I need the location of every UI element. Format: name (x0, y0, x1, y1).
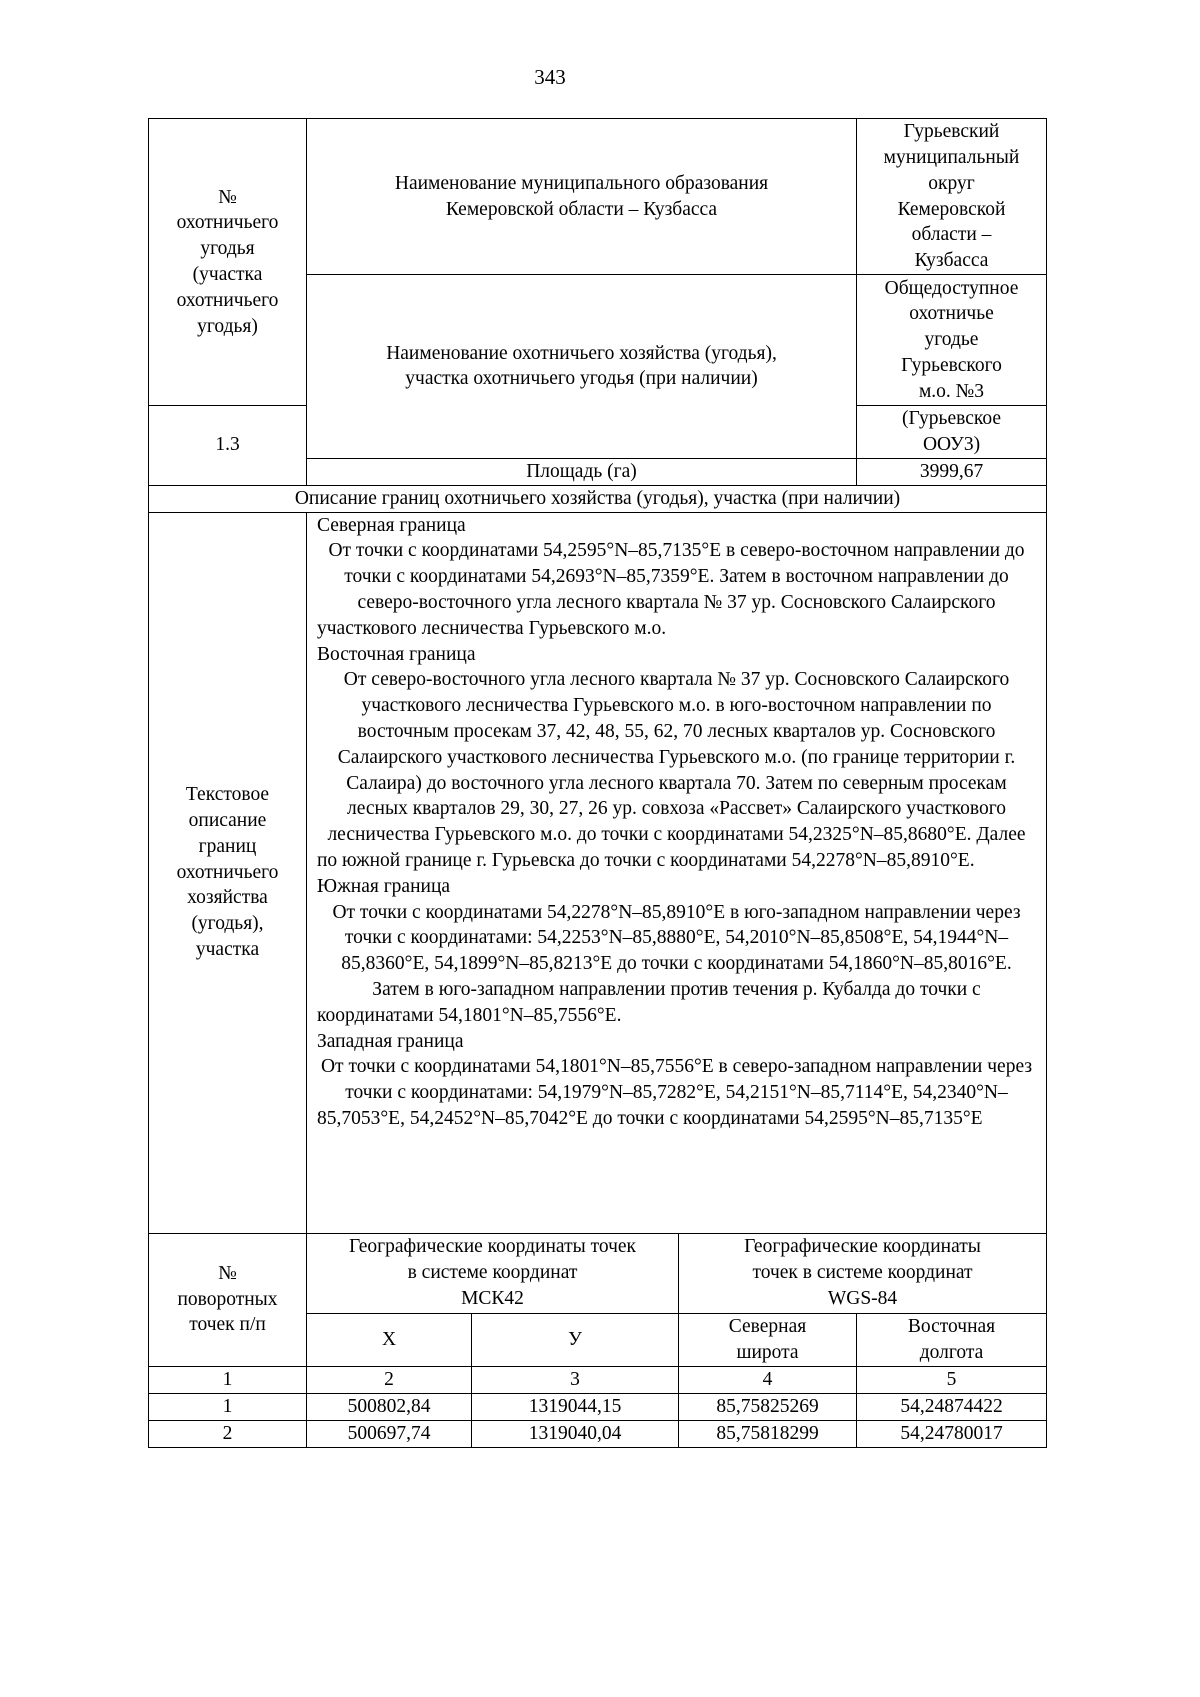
west-border-text: От точки с координатами 54,1801°N–85,7556°E в северо-западном направлении через точки с координатами: 54,1979°N–85,7282°E, 54,2151°N–85,7114°E, 54,2340°N–85,7053°E, 54,2452°N–85,7042°E до точки с координатами 54,2595°N–85,7135°E (317, 1056, 1033, 1129)
turning-points-label-cell (149, 1233, 307, 1366)
text-line: точек в системе координат (752, 1262, 973, 1284)
south-border-title: Южная граница (317, 875, 451, 897)
point-number: 1 (149, 1393, 307, 1420)
text-line: границ (198, 835, 257, 857)
area-value: 3999,67 (919, 460, 984, 482)
municipality-label (313, 171, 850, 223)
text-line: (угодья), (191, 913, 264, 935)
hunting-ground-number-label-cell (149, 119, 307, 406)
text-line: угодье (924, 329, 979, 351)
text-line: точек п/п (189, 1314, 266, 1336)
hunting-farm-label (313, 341, 850, 393)
text-line: Географические координаты точек (348, 1236, 637, 1258)
msk42-label (313, 1234, 672, 1311)
wgs84-label (685, 1234, 1040, 1311)
east-border-title: Восточная граница (317, 643, 476, 665)
text-description-label (155, 782, 300, 963)
text-line: участка охотничьего угодья (при наличии) (405, 368, 758, 390)
text-description-label-cell (149, 512, 307, 1233)
text-line: № (218, 1262, 237, 1284)
text-line: Гурьевский (903, 121, 1000, 143)
point-number: 2 (149, 1420, 307, 1447)
column-number: 5 (857, 1366, 1047, 1393)
municipality-label-cell (307, 119, 857, 275)
text-line: м.о. №3 (918, 380, 985, 402)
wgs84-label-cell (679, 1233, 1047, 1313)
text-line: охотничье (909, 303, 994, 325)
text-line: в системе координат (407, 1262, 578, 1284)
hunting-farm-value-cont (863, 406, 1040, 458)
y-header: У (568, 1328, 582, 1350)
y-value: 1319040,04 (472, 1420, 679, 1447)
x-header-cell (307, 1313, 472, 1366)
municipality-value (863, 119, 1040, 274)
latitude-value: 85,75818299 (679, 1420, 857, 1447)
text-line: широта (736, 1341, 799, 1363)
text-line: WGS-84 (827, 1287, 898, 1309)
msk42-label-cell (307, 1233, 679, 1313)
x-value: 500697,74 (307, 1420, 472, 1447)
latitude-value: 85,75825269 (679, 1393, 857, 1420)
text-line: участка (195, 939, 260, 961)
borders-description-cell (307, 512, 1047, 1233)
area-value-cell (857, 458, 1047, 485)
text-line: охотничьего (176, 289, 279, 311)
longitude-value: 54,24780017 (857, 1420, 1047, 1447)
hunting-ground-table (148, 118, 1047, 1448)
latitude-header-cell (679, 1313, 857, 1366)
page-number: 343 (534, 65, 566, 89)
column-number: 2 (307, 1366, 472, 1393)
text-line: муниципальный (883, 146, 1020, 168)
text-line: Кемеровской (897, 198, 1006, 220)
text-line: хозяйства (187, 887, 268, 909)
hunting-farm-value (863, 276, 1040, 405)
west-border-title: Западная граница (317, 1030, 464, 1052)
hunting-farm-value-cell (857, 275, 1047, 406)
north-border-title: Северная граница (317, 514, 466, 536)
municipality-value-cell (857, 119, 1047, 275)
text-line: Наименование охотничьего хозяйства (угодья), (386, 342, 777, 364)
table-row (149, 1393, 1047, 1420)
text-line: округ (928, 172, 975, 194)
text-line: Географические координаты (744, 1236, 981, 1258)
hunting-farm-value-cont-cell (857, 406, 1047, 459)
text-line: угодья) (197, 315, 258, 337)
text-line: поворотных (177, 1288, 278, 1310)
longitude-header (863, 1314, 1040, 1366)
longitude-value: 54,24874422 (857, 1393, 1047, 1420)
description-title: Описание границ охотничьего хозяйства (угодья), участка (при наличии) (294, 487, 901, 509)
text-line: Наименование муниципального образования (394, 172, 769, 194)
ground-number: 1.3 (215, 434, 240, 456)
column-number: 1 (149, 1366, 307, 1393)
column-number: 3 (472, 1366, 679, 1393)
east-border-text: От северо-восточного угла лесного квартала № 37 ур. Сосновского Салаирского участкового лесничества Гурьевского м.о. в юго-восточном направлении по восточным просекам 37, 42, 48, 55, 62, 70 лесных кварталов ур. Сосновского Салаирского участкового лесничества Гурьевского м.о. (по границе территории г. Салаира) до восточного угла лесного квартала 70. Затем по северным просекам лесных кварталов 29, 30, 27, 26 ур. совхоза «Рассвет» Салаирского участкового лесничества Гурьевского м.о. до точки с координатами 54,2325°N–85,8680°E. Далее по южной границе г. Гурьевска до точки с координатами 54,2278°N–85,8910°E. (317, 669, 1026, 871)
text-line: ООУ3) (922, 433, 981, 455)
y-value: 1319044,15 (472, 1393, 679, 1420)
longitude-header-cell (857, 1313, 1047, 1366)
area-label-cell (307, 458, 857, 485)
text-line: Общедоступное (884, 277, 1019, 299)
text-line: № (218, 186, 237, 208)
ground-number-cell (149, 406, 307, 486)
text-line: МСК42 (461, 1287, 524, 1309)
x-header: Х (381, 1328, 397, 1350)
hunting-farm-label-cell (307, 275, 857, 459)
x-value: 500802,84 (307, 1393, 472, 1420)
area-label: Площадь (га) (526, 460, 637, 482)
text-line: (Гурьевское (902, 408, 1001, 429)
text-line: описание (188, 810, 267, 832)
north-border-text: От точки с координатами 54,2595°N–85,7135°E в северо-восточном направлении до точки с координатами 54,2693°N–85,7359°E. Затем в восточном направлении до северо-восточного угла лесного квартала № 37 ур. Сосновского Салаирского участкового лесничества Гурьевского м.о. (317, 540, 1025, 639)
text-line: Северная (728, 1315, 807, 1337)
hunting-ground-number-label (155, 185, 300, 340)
text-line: Гурьевского (901, 354, 1002, 376)
description-title-cell (149, 485, 1047, 512)
text-line: области – (911, 224, 992, 246)
text-line: охотничьего (176, 861, 279, 883)
text-line: Восточная (907, 1315, 996, 1337)
text-line: угодья (200, 238, 255, 260)
text-line: (участка (192, 264, 263, 285)
latitude-header (685, 1314, 850, 1366)
turning-points-label (155, 1261, 300, 1338)
y-header-cell (472, 1313, 679, 1366)
text-line: охотничьего (176, 212, 279, 234)
column-numbers-row (149, 1366, 1047, 1393)
text-line: Кемеровской области – Кузбасса (445, 198, 718, 220)
text-line: Кузбасса (914, 250, 989, 272)
column-number: 4 (679, 1366, 857, 1393)
table-row (149, 1420, 1047, 1447)
text-line: долгота (919, 1341, 984, 1363)
south-border-text: От точки с координатами 54,2278°N–85,8910°E в юго-западном направлении через точки с координатами: 54,2253°N–85,8880°E, 54,2010°N–85,8508°E, 54,1944°N–85,8360°E, 54,1899°N–85,8213°E до точки с координатами 54,1860°N–85,8016°E. Затем в юго-западном направлении против течения р. Кубалда до точки с координатами 54,1801°N–85,7556°E. (317, 901, 1021, 1026)
text-line: Текстовое (185, 784, 270, 806)
